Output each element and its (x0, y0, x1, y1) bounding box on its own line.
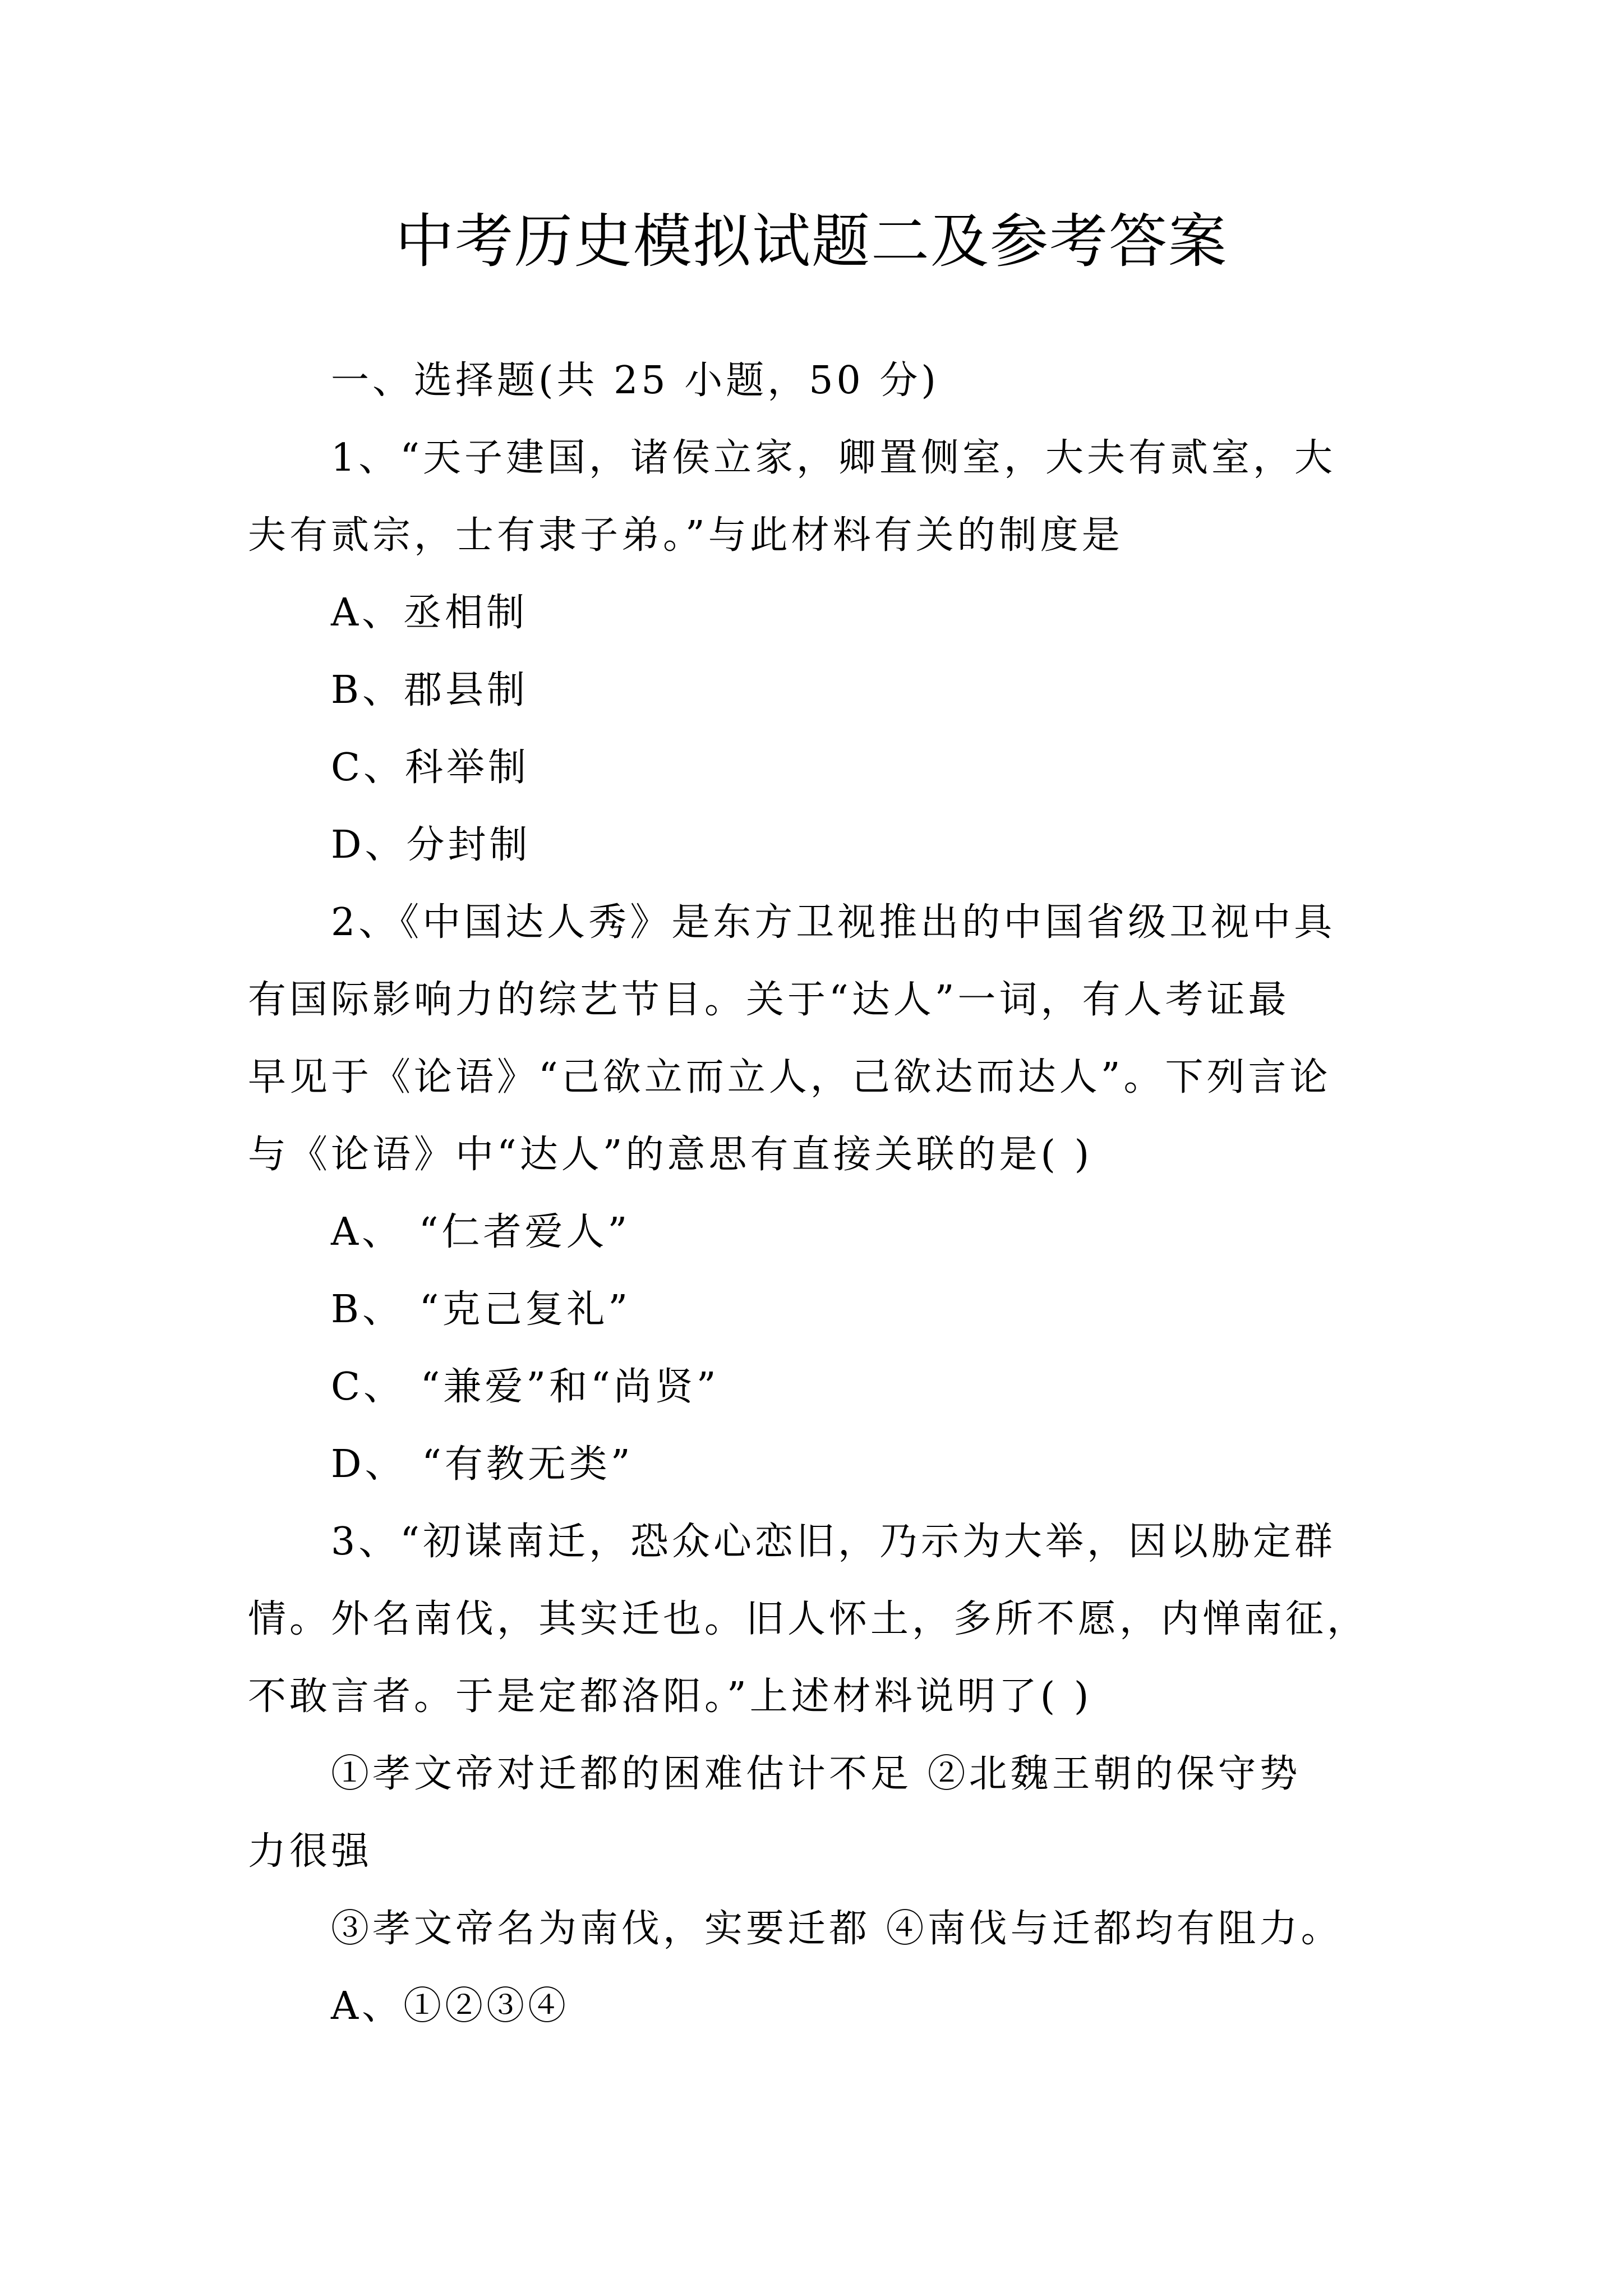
text-line: A、 “仁者爱人” (331, 1210, 631, 1254)
text-line: 不敢言者。于是定都洛阳。”上述材料说明了( ) (248, 1674, 1092, 1719)
text-line: ③孝文帝名为南伐，实要迁都 ④南伐与迁都均有阻力。 (331, 1907, 1343, 1951)
text-line: 力很强 (248, 1829, 373, 1874)
text-line: 有国际影响力的综艺节目。关于“达人”一词，有人考证最 (248, 978, 1290, 1022)
text-line: 1、“天子建国，诸侯立家，卿置侧室，大夫有贰室，大 (331, 436, 1336, 480)
text-line: 3、“初谋南迁，恐众心恋旧，乃示为大举，因以胁定群 (331, 1520, 1336, 1564)
text-line: B、 “克己复礼” (331, 1287, 631, 1332)
document-body (248, 342, 1386, 2045)
text-line: 情。外名南伐，其实迁也。旧人怀土，多所不愿，内惮南征， (248, 1597, 1369, 1641)
text-line: C、科举制 (331, 746, 530, 790)
text-line: C、 “兼爱”和“尚贤” (331, 1365, 720, 1409)
text-line: A、①②③④ (331, 1984, 570, 2028)
text-line: 早见于《论语》“己欲立而立人，己欲达而达人”。下列言论 (248, 1055, 1331, 1099)
text-line: D、分封制 (331, 823, 531, 867)
text-line: B、郡县制 (331, 668, 528, 712)
text-line: ①孝文帝对迁都的困难估计不足 ②北魏王朝的保守势 (331, 1752, 1301, 1796)
page-title: 中考历史模拟试题二及参考答案 (395, 207, 1228, 275)
text-line: D、 “有教无类” (331, 1442, 634, 1487)
text-line: 夫有贰宗，士有隶子弟。”与此材料有关的制度是 (248, 513, 1123, 558)
text-line: 与《论语》中“达人”的意思有直接关联的是( ) (248, 1133, 1093, 1177)
text-line: 一、选择题(共 25 小题，50 分) (331, 358, 939, 403)
text-line: A、丞相制 (331, 591, 528, 635)
text-line: 2、《中国达人秀》是东方卫视推出的中国省级卫视中具 (331, 900, 1336, 945)
